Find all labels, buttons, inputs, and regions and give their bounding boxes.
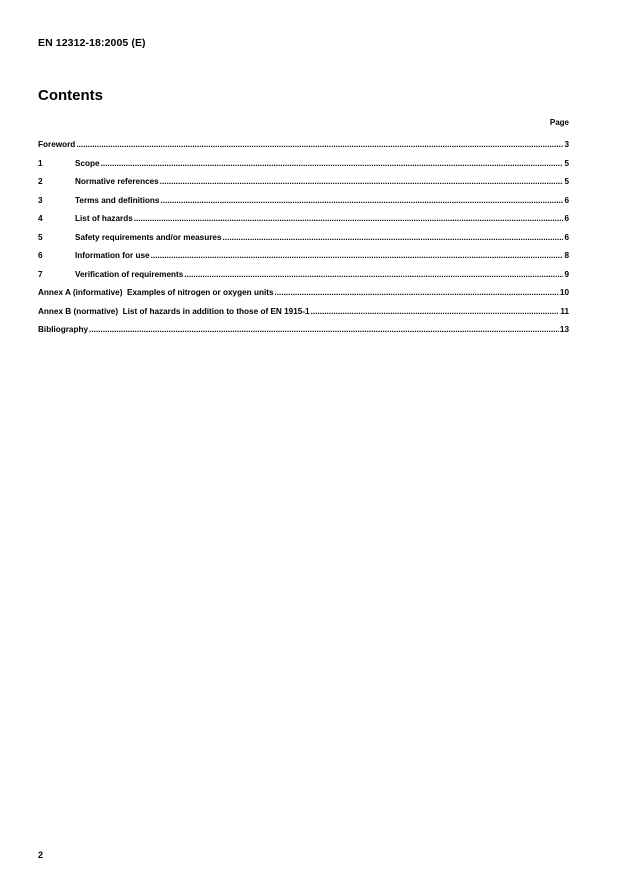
toc-entry-title: Scope xyxy=(75,158,100,168)
toc-entry-page: 5 xyxy=(564,158,569,168)
toc-entry-page: 10 xyxy=(559,288,569,297)
dot-leader xyxy=(160,196,563,205)
dot-leader xyxy=(89,325,559,334)
toc-entry-number: 5 xyxy=(38,232,43,242)
toc-entry-page: 6 xyxy=(564,195,569,205)
toc-entry-number: 7 xyxy=(38,269,43,279)
toc-entry-scope[interactable] xyxy=(38,159,569,178)
contents-heading: Contents xyxy=(38,87,103,104)
dot-leader xyxy=(160,177,564,186)
dot-leader xyxy=(76,140,563,149)
toc-entry-page: 11 xyxy=(560,306,569,316)
toc-entry-title: Bibliography xyxy=(38,325,89,334)
toc-entry-terms-and-definitions[interactable] xyxy=(38,196,569,215)
toc-entry-title: Safety requirements and/or measures xyxy=(75,232,222,242)
toc-entry-title: Terms and definitions xyxy=(75,195,160,205)
toc-entry-number: 1 xyxy=(38,158,43,168)
document-id: EN 12312-18:2005 (E) xyxy=(38,37,146,49)
table-of-contents xyxy=(38,140,569,344)
toc-entry-annex-b[interactable] xyxy=(38,307,569,326)
toc-entry-page: 13 xyxy=(559,325,569,334)
page-column-label: Page xyxy=(549,118,569,127)
toc-entry-page: 5 xyxy=(564,177,569,186)
dot-leader xyxy=(311,307,560,316)
toc-entry-information-for-use[interactable] xyxy=(38,251,569,270)
dot-leader xyxy=(134,214,564,223)
toc-entry-page: 8 xyxy=(564,251,569,260)
dot-leader xyxy=(223,233,564,242)
dot-leader xyxy=(275,288,559,297)
toc-entry-bibliography[interactable] xyxy=(38,325,569,344)
toc-entry-title: Normative references xyxy=(75,177,159,186)
toc-entry-number: 2 xyxy=(38,177,43,186)
toc-entry-page: 3 xyxy=(564,140,569,149)
toc-entry-title: Annex A (informative) Examples of nitrogen or oxygen units xyxy=(38,288,274,297)
toc-entry-foreword[interactable] xyxy=(38,140,569,159)
toc-entry-number: 4 xyxy=(38,214,43,223)
toc-entry-page: 9 xyxy=(564,269,569,279)
toc-entry-number: 3 xyxy=(38,195,43,205)
toc-entry-title: Information for use xyxy=(75,251,150,260)
toc-entry-title: List of hazards xyxy=(75,214,133,223)
toc-entry-verification-of-requirements[interactable] xyxy=(38,270,569,289)
toc-entry-title: Verification of requirements xyxy=(75,269,184,279)
toc-entry-page: 6 xyxy=(564,214,569,223)
toc-entry-list-of-hazards[interactable] xyxy=(38,214,569,233)
toc-entry-title: Foreword xyxy=(38,140,76,149)
dot-leader xyxy=(151,251,564,260)
page-number: 2 xyxy=(38,850,44,860)
dot-leader xyxy=(184,270,563,279)
toc-entry-normative-references[interactable] xyxy=(38,177,569,196)
toc-entry-title: Annex B (normative) List of hazards in addition to those of EN 1915-1 xyxy=(38,306,310,316)
toc-entry-page: 6 xyxy=(564,232,569,242)
toc-entry-safety-requirements[interactable] xyxy=(38,233,569,252)
toc-entry-annex-a[interactable] xyxy=(38,288,569,307)
dot-leader xyxy=(101,159,564,168)
toc-entry-number: 6 xyxy=(38,251,43,260)
